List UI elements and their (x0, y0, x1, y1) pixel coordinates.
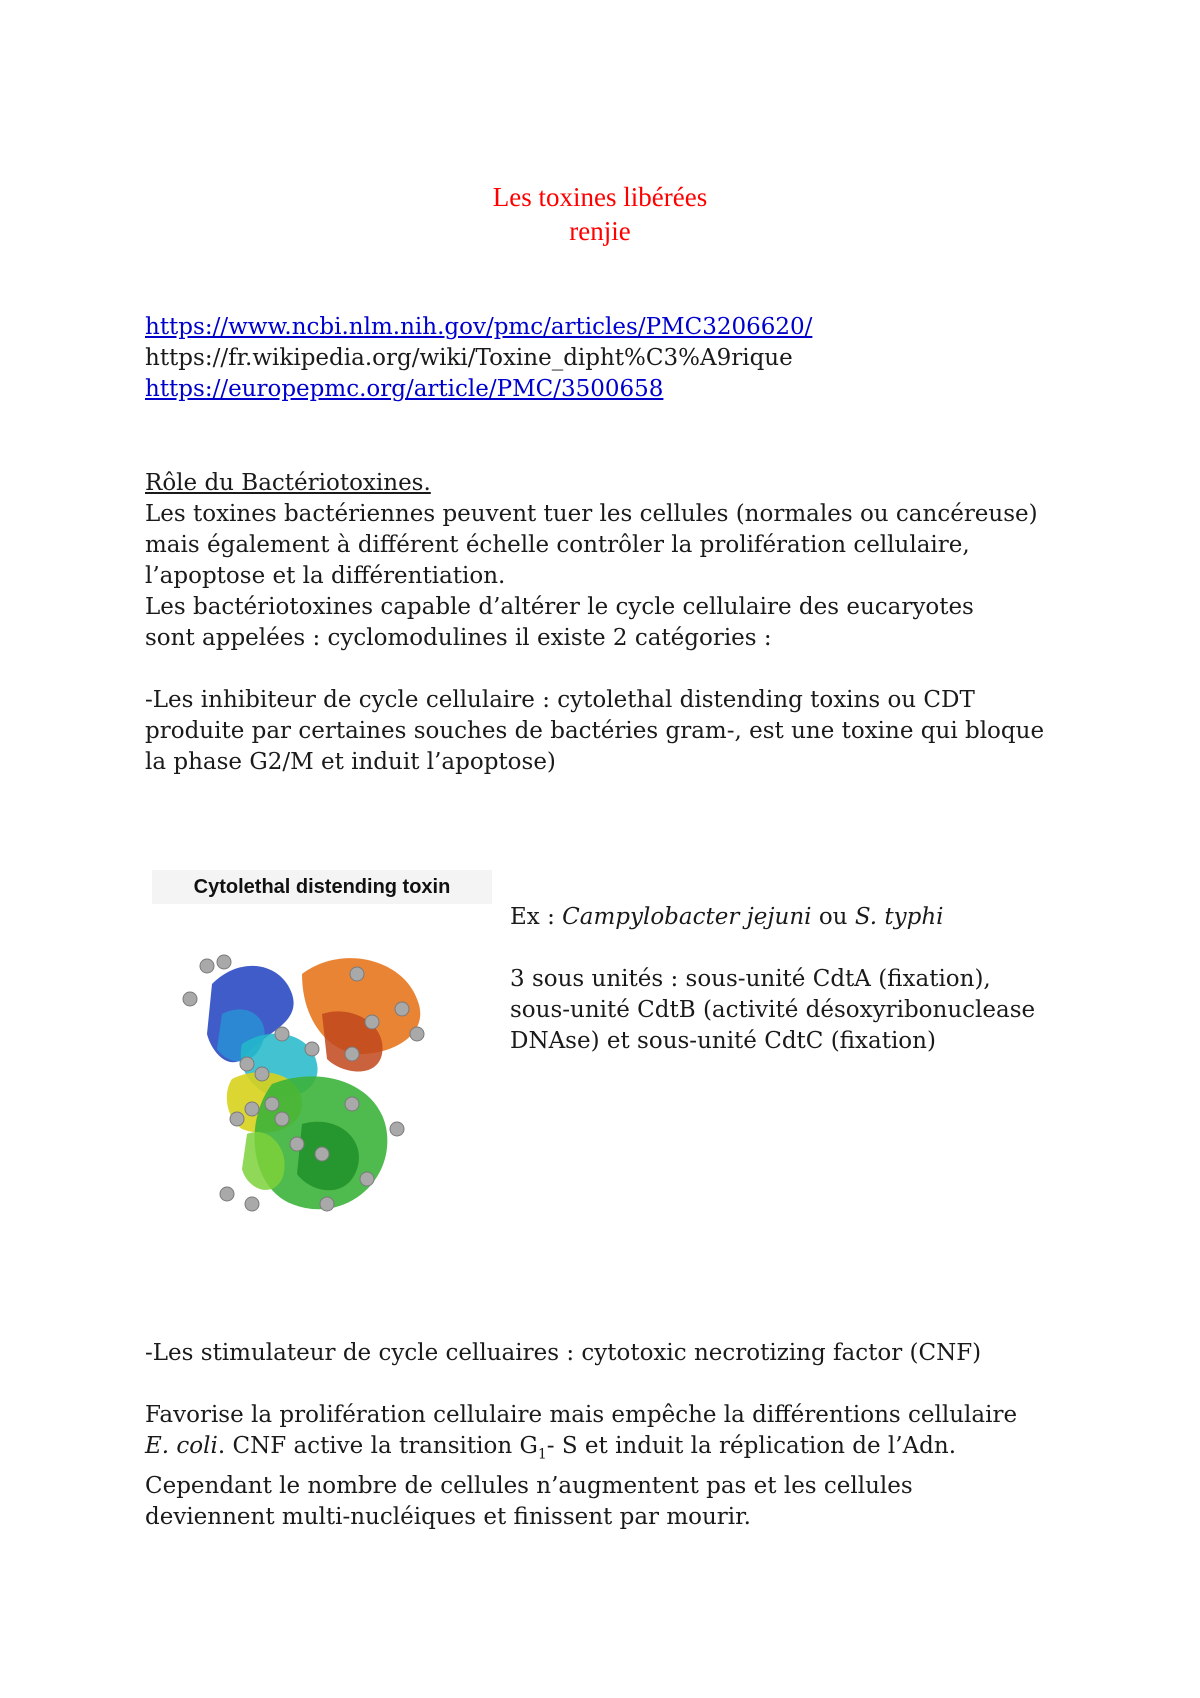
paragraph-line: Les bactériotoxines capable d’altérer le cycle cellulaire des eucaryotes (145, 594, 974, 620)
paragraph-line: l’apoptose et la différentiation. (145, 563, 506, 589)
example-species: Ex : Campylobacter jejuni ou S. typhi (510, 904, 944, 930)
document-title: Les toxines libérées (492, 182, 708, 212)
link-wikipedia-text: https://fr.wikipedia.org/wiki/Toxine_dipht%C3%A9rique (145, 345, 793, 371)
stimulator-heading: -Les stimulateur de cycle celluaires : cytotoxic necrotizing factor (CNF) (145, 1340, 982, 1366)
figure-description (510, 902, 1070, 1057)
figure-caption: Cytolethal distending toxin (152, 870, 492, 904)
subunits-line: DNAse) et sous-unité CdtC (fixation) (510, 1028, 936, 1054)
paragraph-line: Les toxines bactériennes peuvent tuer les cellules (normales ou cancéreuse) (145, 501, 1038, 527)
paragraph-line: Favorise la prolifération cellulaire mais empêche la différentions cellulaire (145, 1402, 1018, 1428)
protein-ribbon-image (152, 904, 492, 1240)
paragraph-line: Cependant le nombre de cellules n’augmentent pas et les cellules (145, 1472, 913, 1499)
paragraph-line: la phase G2/M et induit l’apoptose) (145, 749, 556, 775)
paragraph-line: mais également à différent échelle contrôler la prolifération cellulaire, (145, 532, 970, 558)
protein-structure-figure (152, 870, 492, 1240)
section-role (145, 468, 1085, 778)
reference-links (145, 312, 812, 405)
paragraph-line: E. coli. CNF active la transition $G_1-$ S et induit la réplication de l’Adn. (145, 1433, 957, 1463)
paragraph-line: produite par certaines souches de bactéries gram-, est une toxine qui bloque (145, 718, 1045, 744)
paragraph-line: deviennent multi-nucléiques et finissent par mourir. (145, 1503, 751, 1530)
link-ncbi[interactable]: https://www.ncbi.nlm.nih.gov/pmc/articles/PMC3206620/ (145, 314, 813, 340)
subunits-line: 3 sous unités : sous-unité CdtA (fixation), (510, 966, 991, 992)
document-author: renjie (569, 216, 631, 246)
subunits-line: sous-unité CdtB (activité désoxyribonuclease (510, 997, 1036, 1023)
paragraph-line: sont appelées : cyclomodulines il existe 2 catégories : (145, 625, 772, 651)
link-europepmc[interactable]: https://europepmc.org/article/PMC/3500658 (145, 376, 664, 402)
section-stimulators (145, 1338, 1085, 1533)
section-heading: Rôle du Bactériotoxines. (145, 470, 431, 496)
paragraph-line: -Les inhibiteur de cycle cellulaire : cytolethal distending toxins ou CDT (145, 687, 975, 713)
